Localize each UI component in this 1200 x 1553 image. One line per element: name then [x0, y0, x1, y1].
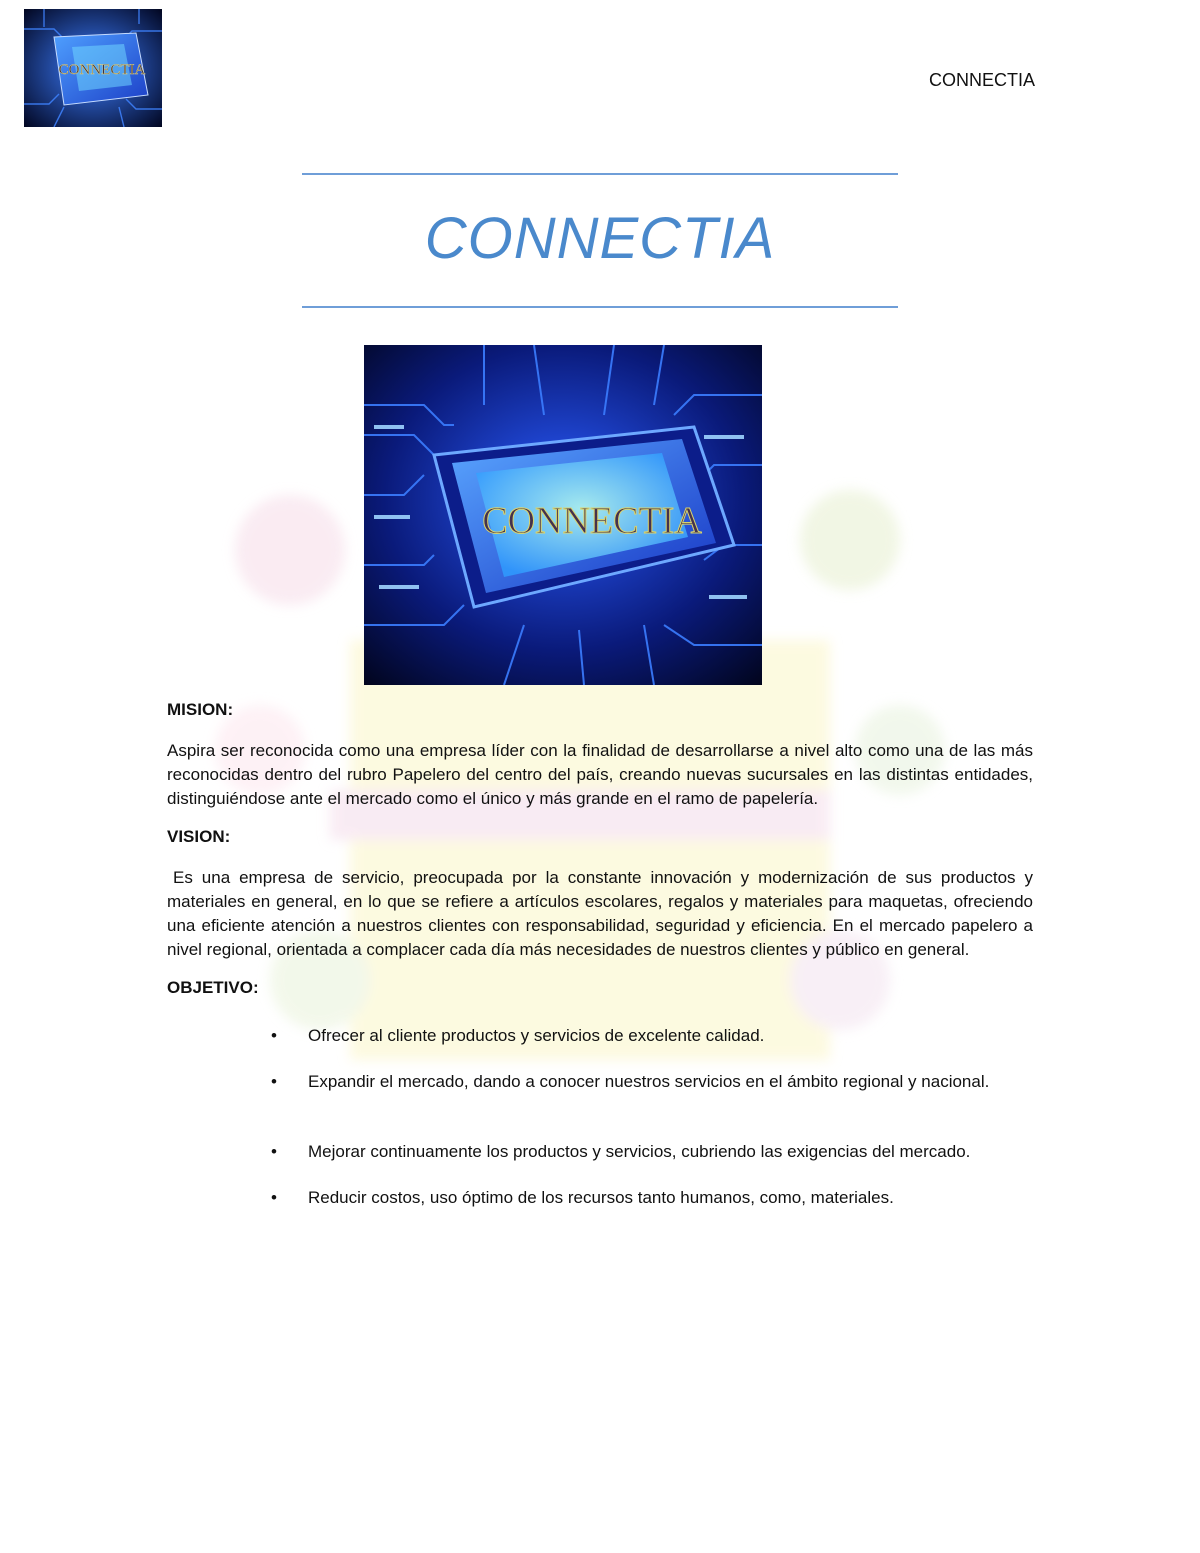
vision-heading: VISION: [167, 827, 231, 846]
bullet-icon: • [271, 1026, 277, 1045]
document-body [167, 695, 1033, 1209]
hero-image-text: CONNECTIA [482, 500, 702, 542]
objetivos-list [167, 1024, 1033, 1209]
bullet-icon: • [271, 1142, 277, 1161]
bullet-icon: • [271, 1188, 277, 1207]
list-item: • Ofrecer al cliente productos y servicios de excelente calidad. [271, 1026, 765, 1045]
bullet-icon: • [271, 1072, 277, 1091]
logo-text: CONNECTIA [58, 62, 146, 78]
mision-heading: MISION: [167, 700, 234, 719]
objetivo-heading: OBJETIVO: [167, 978, 259, 997]
mision-text: Aspira ser reconocida como una empresa líder con la finalidad de desarrollarse a nivel alto como una de las más reconocidas dentro del rubro Papelero del centro del país, creando nuevas sucursales en las distintas entidades, distinguiéndose ante el mercado como el único y más grande en el ramo de papelería. [167, 741, 1033, 808]
title-top-rule [302, 173, 898, 175]
header-company-name: CONNECTIA [928, 70, 1035, 90]
page-title: CONNECTIA [424, 206, 776, 271]
company-logo [24, 9, 162, 127]
title-bottom-rule [302, 306, 898, 308]
vision-text: Es una empresa de servicio, preocupada por la constante innovación y modernización de sus productos y materiales en general, en lo que se refiere a artículos escolares, regalos y materiales para maquetas, ofreciendo una eficiente atención a nuestros clientes con responsabilidad, seguridad y eficiencia. En el mercado papelero a nivel regional, orientada a complacer cada día más necesidades de nuestros clientes y público en general. [167, 868, 1033, 959]
list-item: • Mejorar continuamente los productos y servicios, cubriendo las exigencias del mercado. [271, 1142, 971, 1161]
list-item: • Reducir costos, uso óptimo de los recursos tanto humanos, como, materiales. [271, 1188, 894, 1207]
list-item: • Expandir el mercado, dando a conocer nuestros servicios en el ámbito regional y nacional. [271, 1072, 990, 1091]
hero-image-circuit-chip [364, 345, 762, 685]
